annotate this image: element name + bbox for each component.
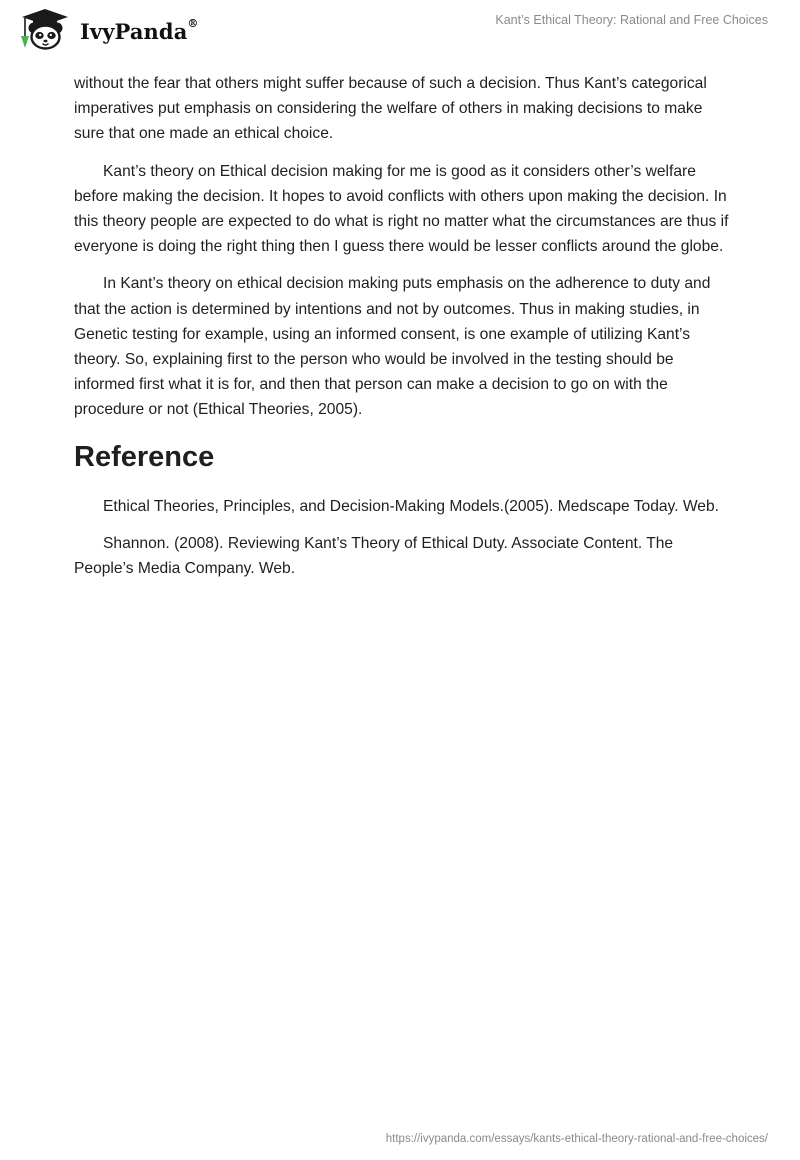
brand-name: IvyPanda® xyxy=(80,16,199,44)
source-url[interactable]: https://ivypanda.com/essays/kants-ethical-theory-rational-and-free-choices/ xyxy=(385,1133,768,1145)
essay-content xyxy=(74,71,730,593)
page-header xyxy=(0,0,800,60)
registered-mark: ® xyxy=(187,16,199,30)
brand-logo[interactable] xyxy=(16,8,199,50)
panda-graduate-icon xyxy=(16,8,74,50)
reference-entry-1: Ethical Theories, Principles, and Decision-Making Models.(2005). Medscape Today. Web. xyxy=(103,497,719,515)
body-paragraph-1: without the fear that others might suffer because of such a decision. Thus Kant’s categorical imperatives put emphasis on considering the welfare of others in making decisions to make sure that one made an ethical choice. xyxy=(74,75,707,143)
document-title: Kant’s Ethical Theory: Rational and Free Choices xyxy=(495,13,768,27)
reference-entry-2: Shannon. (2008). Reviewing Kant’s Theory of Ethical Duty. Associate Content. The People’s Media Company. Web. xyxy=(74,534,674,577)
reference-heading: Reference xyxy=(74,440,215,473)
body-paragraph-3: In Kant’s theory on ethical decision making puts emphasis on the adherence to duty and that the action is determined by intentions and not by outcomes. Thus in making studies, in Genetic testing for example, using an informed consent, is one example of utilizing Kant’s theory. So, explaining first to the person who would be involved in the testing should be informed first what it is for, and then that person can make a decision to go on with the procedure or not (Ethical Theories, 2005). xyxy=(74,275,711,419)
body-paragraph-2: Kant’s theory on Ethical decision making for me is good as it considers other’s welfare before making the decision. It hopes to avoid conflicts with others upon making the decision. In this theory people are expected to do what is right no matter what the circumstances are thus if everyone is doing the right thing then I guess there would be lesser conflicts around the globe. xyxy=(74,162,729,256)
